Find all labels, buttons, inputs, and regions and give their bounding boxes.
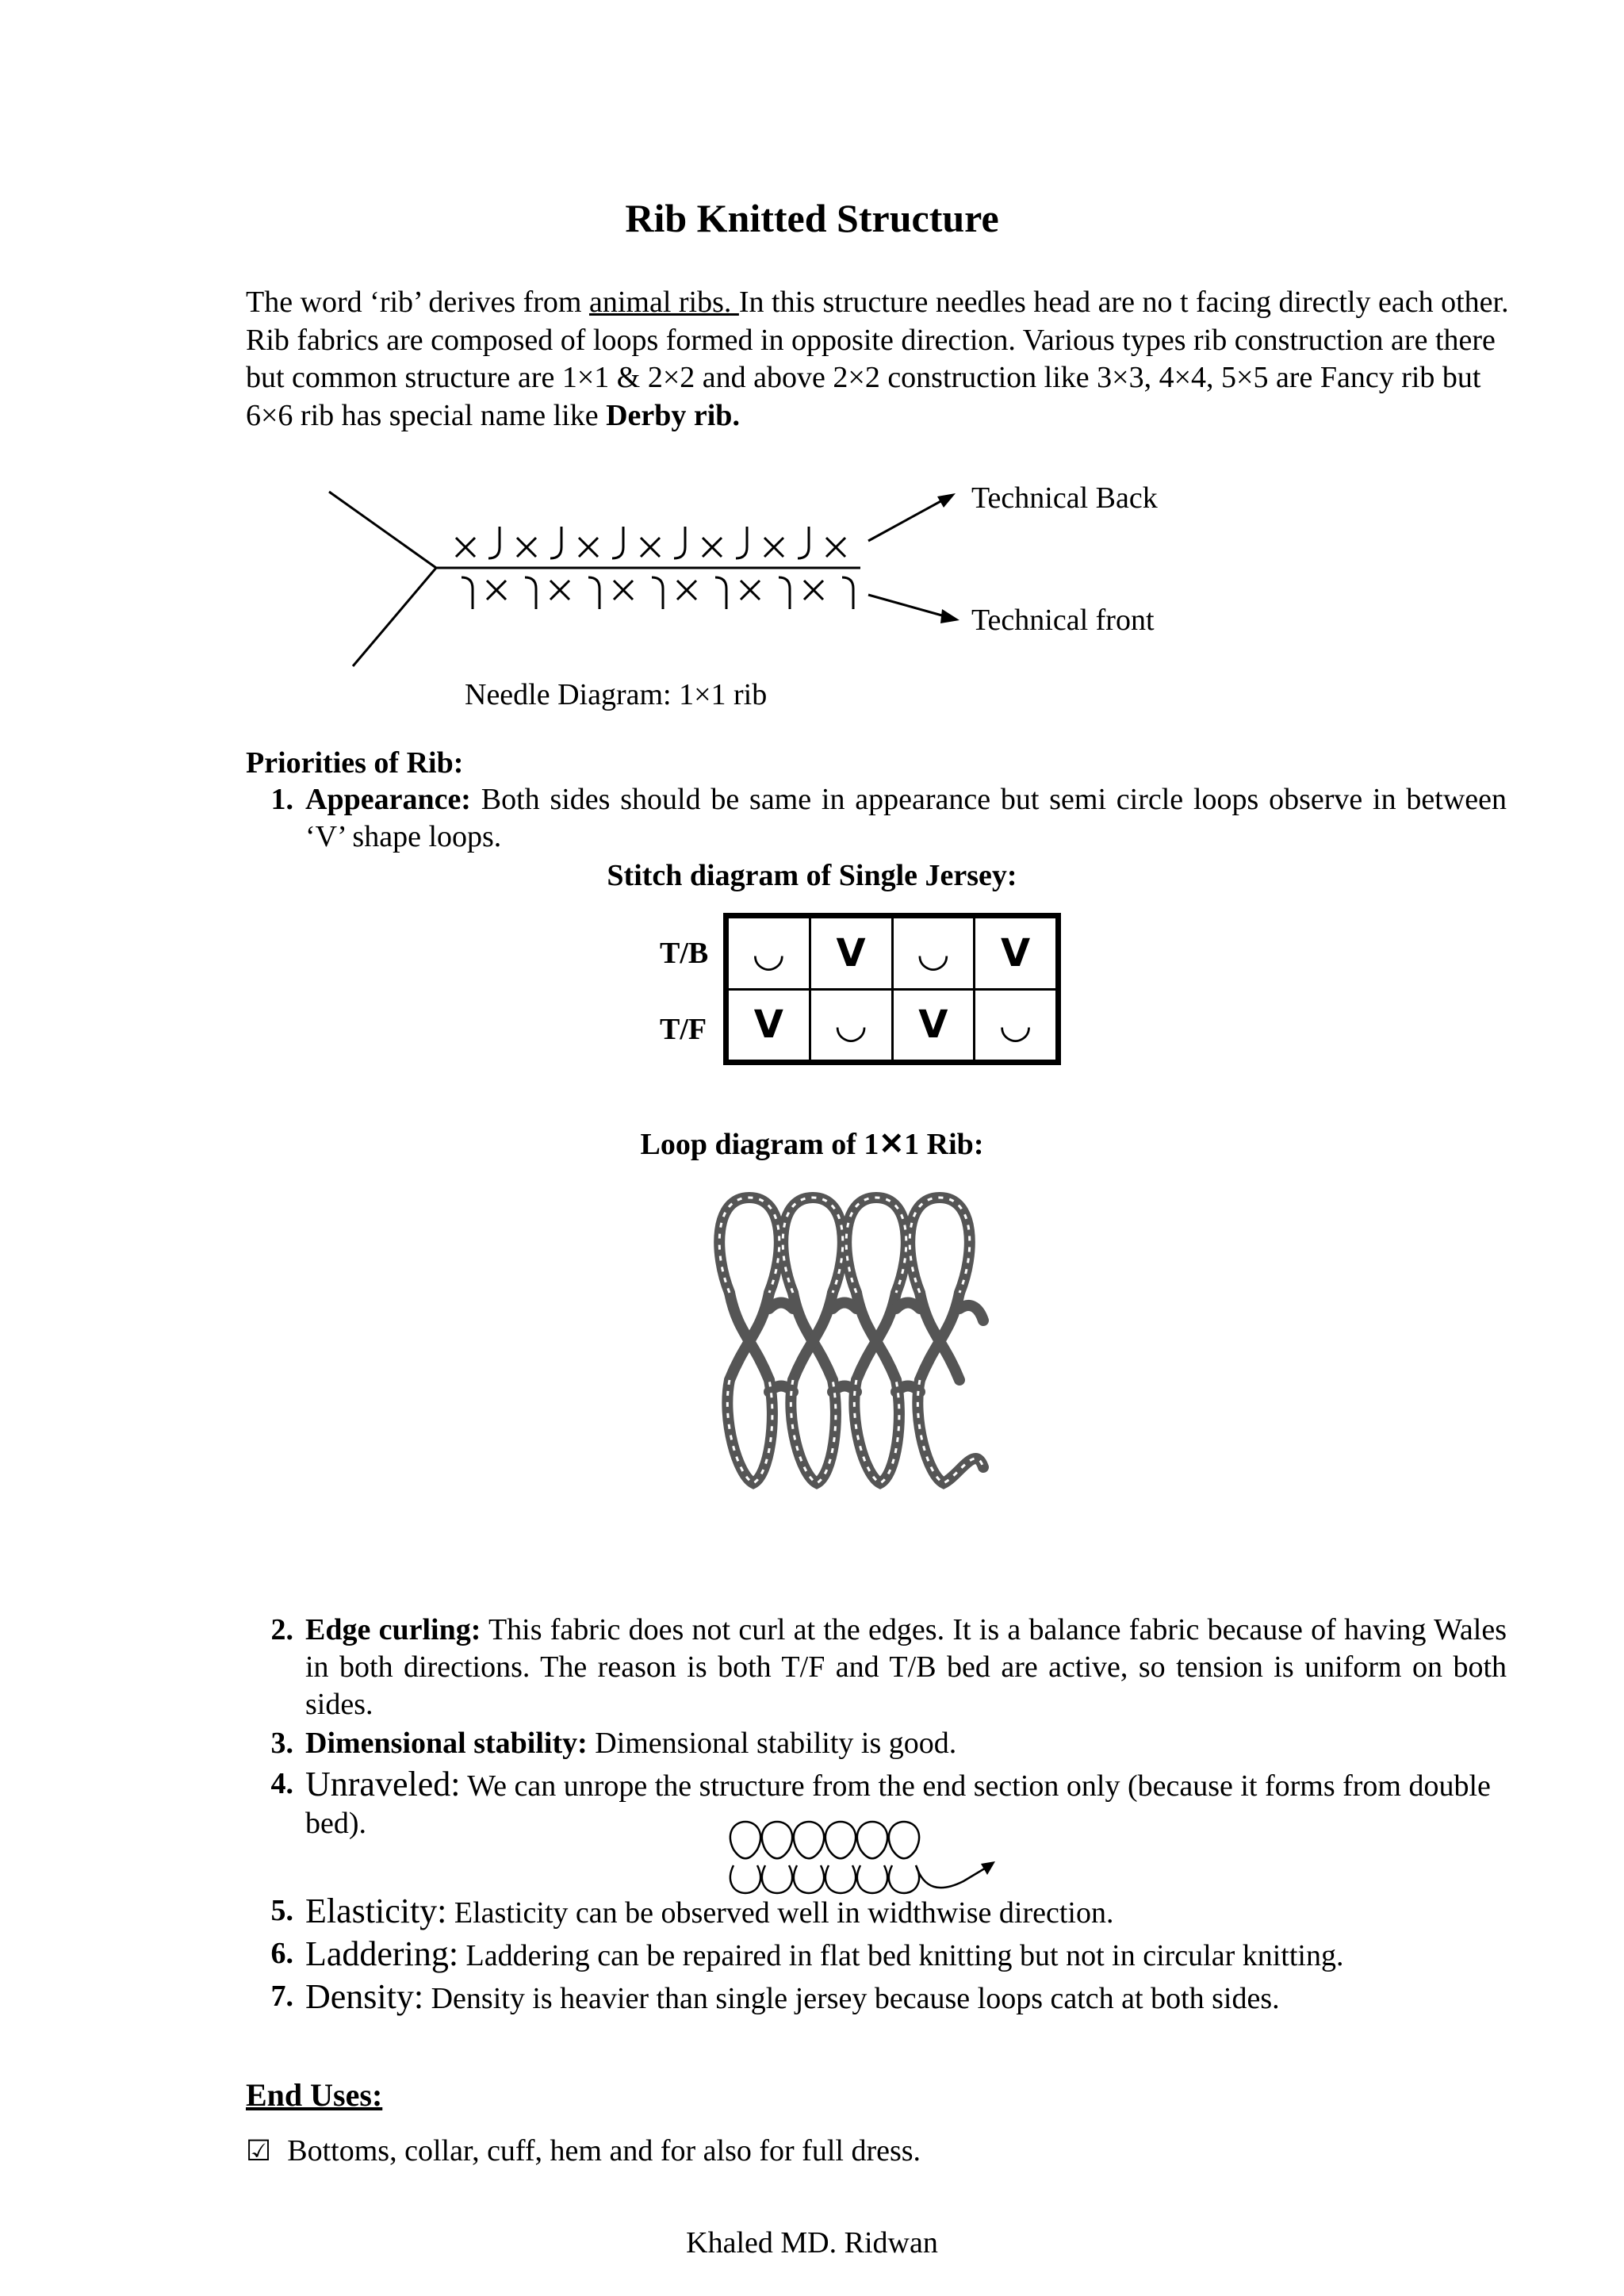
stitch-row-label-tf: T/F [660, 1013, 707, 1046]
item-text: We can unrope the structure from the end section only (because it forms from double bed). [305, 1769, 1491, 1840]
loop-diagram-image [706, 1182, 999, 1499]
item-term: Edge curling: [305, 1613, 481, 1646]
stitch-cell: V [892, 989, 975, 1061]
item-text: Dimensional stability is good. [587, 1727, 957, 1760]
stitch-cell: V [975, 918, 1057, 990]
intro-text-2: In this structure needles head are no t facing directly each other. Rib fabrics are composed of loops formed in opposite direction. Various types rib construction are there but common structure are 1×1 & 2×2 and above 2×2 construction like 3×3, 4×4, 5×5 are Fancy rib but 6×6 rib has special name like [246, 286, 1509, 432]
intro-underlined: animal ribs. [588, 286, 739, 319]
stitch-cell: ◡ [892, 918, 975, 990]
technical-front-label: Technical front [971, 604, 1155, 637]
technical-back-label: Technical Back [971, 481, 1158, 515]
arrow-technical-back [868, 500, 944, 541]
item-term: Unraveled: [305, 1765, 461, 1803]
stitch-cell: ◡ [810, 989, 892, 1061]
needle-branch-lower [353, 568, 436, 666]
intro-paragraph [246, 284, 1515, 435]
item-term: Appearance: [305, 783, 471, 816]
arrowhead-front [940, 609, 959, 623]
priority-item-2 [246, 1612, 1507, 1723]
item-number: 4. [270, 1767, 293, 1800]
author-name: Khaled MD. Ridwan [686, 2226, 938, 2260]
end-uses-text: Bottoms, collar, cuff, hem and for also for full dress. [287, 2134, 921, 2168]
item-text: This fabric does not curl at the edges. It is a balance fabric because of having Wales in both directions. The reason is both T/F and T/B bed are active, so tension is uniform on both sides. [305, 1613, 1507, 1721]
stitch-cell: ◡ [728, 918, 810, 990]
end-uses-heading: End Uses: [246, 2077, 383, 2113]
stitch-row-label-tb: T/B [660, 937, 709, 970]
stitch-cell: ◡ [975, 989, 1057, 1061]
intro-text-1: The word ‘rib’ derives from [246, 286, 589, 319]
priority-item-1 [246, 781, 1507, 856]
item-text: Both sides should be same in appearance but semi circle loops observe in between ‘V’ shape loops. [305, 783, 1507, 853]
end-uses-line [246, 2133, 921, 2168]
arrowhead-back [937, 493, 956, 508]
unravel-diagram [726, 1818, 1003, 1897]
upper-needle-row [456, 527, 845, 558]
checkbox-icon: ☑ [246, 2135, 272, 2168]
loop-diagram-caption: Loop diagram of 1✕1 Rib: [640, 1128, 984, 1161]
intro-bold: Derby rib. [606, 398, 740, 432]
item-number: 1. [270, 783, 293, 816]
priority-item-3 [246, 1725, 1507, 1762]
page-title: Rib Knitted Structure [625, 196, 999, 240]
item-term: Density: [305, 1977, 424, 2016]
item-text: Laddering can be repaired in flat bed knitting but not in circular knitting. [458, 1939, 1344, 1972]
item-number: 7. [270, 1980, 293, 2013]
lower-needle-row [462, 577, 853, 609]
item-number: 6. [270, 1937, 293, 1970]
item-number: 5. [270, 1894, 293, 1927]
priorities-heading: Priorities of Rib: [246, 746, 464, 780]
item-number: 3. [270, 1727, 293, 1760]
needle-diagram [317, 476, 991, 682]
stitch-cell: V [810, 918, 892, 990]
stitch-diagram-caption: Stitch diagram of Single Jersey: [607, 859, 1017, 892]
priority-item-6 [246, 1935, 1507, 1975]
unravel-arrowhead [981, 1861, 995, 1875]
arrow-technical-front [868, 595, 948, 617]
item-term: Laddering: [305, 1934, 459, 1973]
priority-item-7 [246, 1978, 1507, 2018]
item-term: Elasticity: [305, 1892, 447, 1930]
item-text: Elasticity can be observed well in widthwise direction. [446, 1896, 1114, 1930]
item-term: Dimensional stability: [305, 1727, 588, 1760]
stitch-diagram-grid [723, 913, 1061, 1065]
needle-branch-upper [329, 492, 436, 568]
priority-item-5 [246, 1892, 1507, 1932]
item-text: Density is heavier than single jersey because loops catch at both sides. [423, 1982, 1280, 2015]
item-number: 2. [270, 1613, 293, 1646]
stitch-cell: V [728, 989, 810, 1061]
needle-diagram-caption: Needle Diagram: 1×1 rib [465, 678, 768, 711]
